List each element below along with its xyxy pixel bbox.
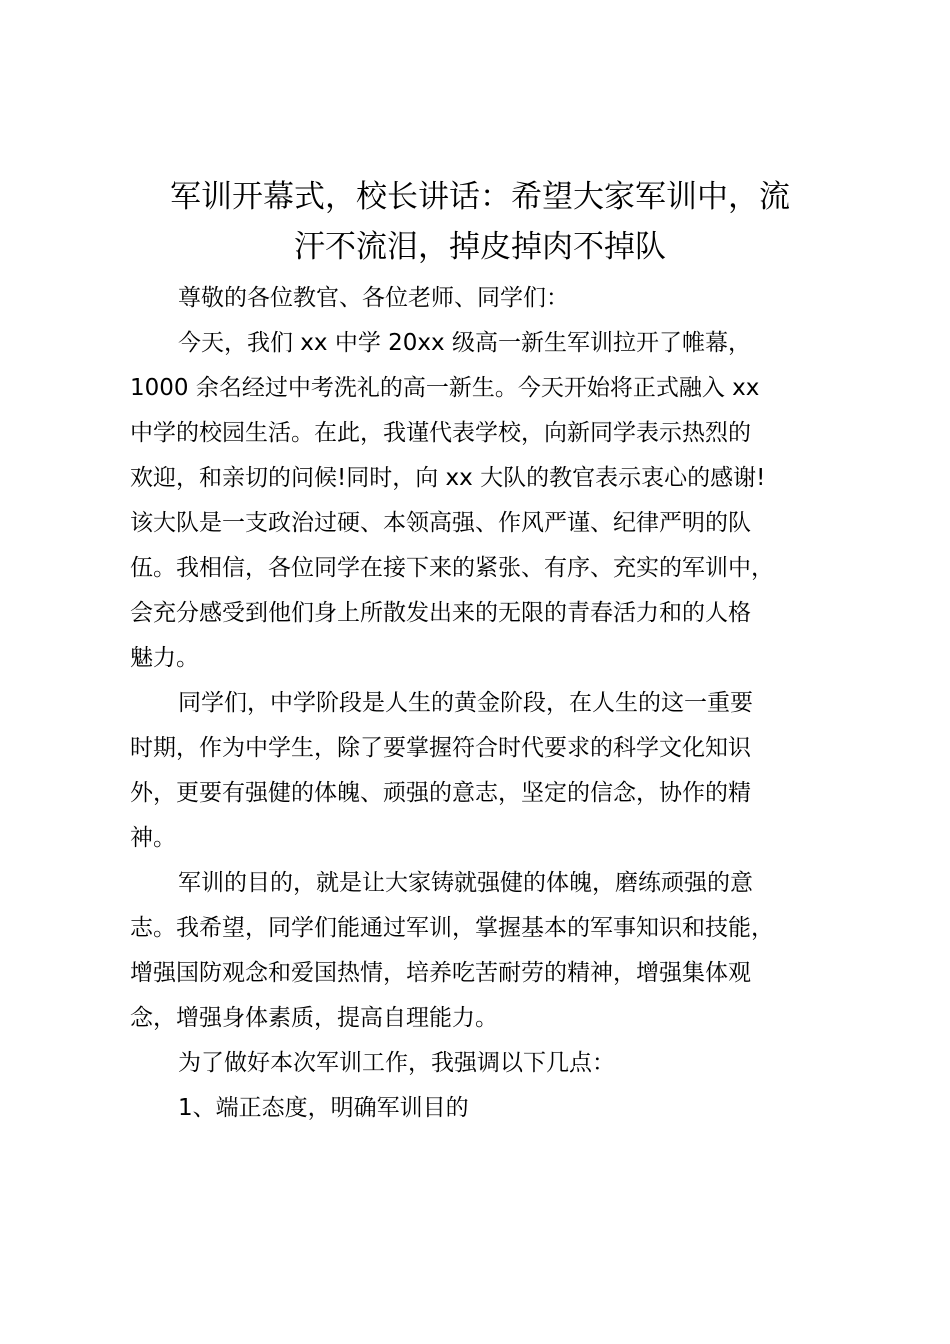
paragraph-1-line-5: 该大队是一支政治过硬、本领高强、作风严谨、纪律严明的队 — [130, 510, 751, 536]
paragraph-3-line-2: 志。我希望，同学们能通过军训，掌握基本的军事知识和技能， — [130, 915, 774, 941]
paragraph-1-line-6: 伍。我相信，各位同学在接下来的紧张、有序、充实的军训中， — [130, 555, 774, 581]
paragraph-3-line-3: 增强国防观念和爱国热情，培养吃苦耐劳的精神，增强集体观 — [130, 960, 751, 986]
paragraph-2-line-3: 外，更要有强健的体魄、顽强的意志，坚定的信念，协作的精 — [130, 780, 751, 806]
paragraph-1-line-7: 会充分感受到他们身上所散发出来的无限的青春活力和的人格 — [130, 600, 751, 626]
salutation: 尊敬的各位教官、各位老师、同学们： — [178, 285, 569, 311]
numbered-point-1: 1、端正态度，明确军训目的 — [178, 1095, 469, 1121]
paragraph-2-line-1: 同学们，中学阶段是人生的黄金阶段，在人生的这一重要 — [178, 690, 753, 716]
paragraph-1-line-3: 中学的校园生活。在此，我谨代表学校，向新同学表示热烈的 — [130, 420, 751, 446]
paragraph-1-line-4: 欢迎，和亲切的问候!同时，向 xx 大队的教官表示衷心的感谢! — [130, 465, 766, 491]
title-line-1: 军训开幕式，校长讲话：希望大家军训中，流 — [170, 179, 790, 215]
paragraph-1-line-1: 今天，我们 xx 中学 20xx 级高一新生军训拉开了帷幕， — [178, 330, 751, 356]
paragraph-2-line-2: 时期，作为中学生，除了要掌握符合时代要求的科学文化知识 — [130, 735, 751, 761]
title-line-2: 汗不流泪，掉皮掉肉不掉队 — [294, 229, 666, 265]
paragraph-3-line-4: 念，增强身体素质，提高自理能力。 — [130, 1005, 498, 1031]
document-title — [100, 172, 860, 272]
paragraph-4-line-1: 为了做好本次军训工作，我强调以下几点： — [178, 1050, 615, 1076]
paragraph-1-line-8: 魅力。 — [130, 645, 199, 671]
paragraph-3-line-1: 军训的目的，就是让大家铸就强健的体魄，磨练顽强的意 — [178, 870, 753, 896]
paragraph-1-line-2: 1000 余名经过中考洗礼的高一新生。今天开始将正式融入 xx — [130, 375, 760, 401]
paragraph-2-line-4: 神。 — [130, 825, 176, 851]
